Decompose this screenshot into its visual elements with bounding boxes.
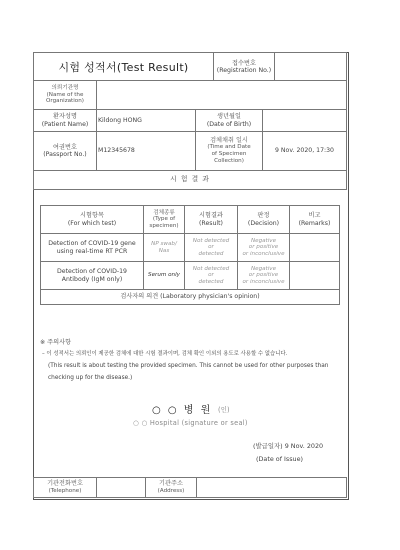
col-item-header-en: (For which test): [67, 219, 117, 227]
row1-decision-line-2: or positive: [248, 244, 279, 251]
collect-label-ko: 검체채취 일시: [210, 136, 248, 144]
issue-date: (발급일자) 9 Nov. 2020: [253, 442, 324, 450]
passport-label: [33, 131, 97, 171]
addr-label-ko: 기관주소: [159, 479, 183, 487]
addr-value-cell: [196, 477, 347, 498]
org-value-cell: [96, 80, 347, 110]
row1-specimen: [143, 233, 185, 262]
org-label-ko: 의뢰기관명: [51, 85, 79, 92]
col-remarks-header-ko: 비고: [308, 212, 321, 220]
registration-value-cell: [274, 52, 347, 81]
registration-label-ko: 접수번호: [232, 59, 256, 67]
patient-label: [33, 109, 97, 132]
row1-decision: [237, 233, 290, 262]
issue-date-label: (Date of Issue): [256, 455, 304, 463]
row1-specimen-line-1: NP swab/: [151, 240, 177, 247]
row2-result: [184, 261, 238, 290]
row2-result-line-3: detected: [198, 278, 224, 285]
row1-remarks-cell: [289, 233, 340, 262]
passport-label-ko: 여권번호: [53, 143, 77, 151]
dob-value-cell: [262, 109, 347, 132]
col-specimen-header-en-1: (Type of: [152, 216, 176, 223]
row2-decision: [237, 261, 290, 290]
tel-label: [33, 477, 97, 498]
col-decision-header-ko: 판정: [257, 212, 270, 220]
org-label-en-1: (Name of the: [46, 91, 84, 98]
collect-label-en-1: (Time and Date: [207, 144, 251, 151]
tel-label-ko: 기관전화번호: [47, 479, 83, 487]
hospital-signature-line: ○ ○ Hospital (signature or seal): [133, 419, 248, 427]
dob-label-en: (Date of Birth): [206, 120, 252, 128]
org-label-en-2: Organization): [46, 98, 84, 105]
row1-result-line-3: detected: [198, 250, 224, 257]
opinion-label: 검사자의 의견 (Laboratory physician's opinion): [120, 293, 260, 301]
hospital-seal-mark: (인): [218, 406, 230, 414]
col-remarks-header-en: (Remarks): [298, 219, 331, 227]
hospital-name-ko: ○ ○ 병 원: [152, 405, 213, 416]
addr-label-en: (Address): [157, 487, 185, 494]
collect-label-en-3: Collection): [214, 157, 244, 164]
passport-label-en: (Passport No.): [43, 151, 87, 158]
row2-result-line-1: Not detected: [192, 265, 230, 272]
row1-result: [184, 233, 238, 262]
row1-specimen-line-2: Nas: [158, 247, 170, 254]
col-result-header: [184, 205, 238, 234]
notice-en-1: (This result is about testing the provided specimen. This cannot be used for other purposes than: [48, 363, 329, 369]
row2-item: [40, 261, 144, 290]
addr-label: [145, 477, 197, 498]
patient-label-ko: 환자성명: [53, 113, 77, 121]
row2-result-line-2: or: [208, 272, 214, 279]
dob-label-ko: 생년월일: [217, 113, 241, 121]
notice-ko: – 이 성적서는 의뢰인이 제공한 검체에 대한 시험 결과이며, 검체 확인 이외의 용도로 사용할 수 없습니다.: [42, 351, 288, 357]
row2-remarks-cell: [289, 261, 340, 290]
notice-title: ※ 주의사항: [40, 339, 72, 346]
registration-label: [213, 53, 275, 81]
col-specimen-header-en-2: specimen): [149, 222, 179, 229]
registration-label-en: (Registration No.): [216, 67, 272, 74]
row2-item-line-1: Detection of COVID-19: [57, 268, 127, 276]
row1-result-line-2: or: [208, 244, 214, 251]
col-remarks-header: [289, 205, 340, 234]
col-decision-header-en: (Decision): [247, 219, 280, 227]
page-title: 시험 성적서(Test Result): [58, 60, 189, 74]
row2-decision-line-1: Negative: [250, 265, 277, 272]
collect-value: 9 Nov. 2020, 17:30: [275, 147, 334, 155]
row2-specimen: Serum only: [148, 272, 180, 279]
col-result-header-en: (Result): [199, 219, 223, 227]
row1-decision-line-1: Negative: [250, 237, 277, 244]
tel-label-en: (Telephone): [48, 487, 82, 494]
row1-item-line-2: using real-time RT PCR: [56, 247, 128, 255]
dob-label: [195, 109, 263, 132]
collect-label-en-2: of Specimen: [211, 151, 247, 157]
row1-decision-line-3: or inconclusive: [242, 250, 285, 257]
hospital-name: [152, 401, 212, 416]
patient-label-en: (Patient Name): [41, 120, 89, 128]
row1-item-line-1: Detection of COVID-19 gene: [48, 240, 136, 248]
notice-en-2: checking up for the disease.): [48, 375, 133, 381]
row1-result-line-1: Not detected: [192, 237, 230, 244]
passport-value: M12345678: [98, 147, 135, 155]
row2-decision-line-3: or inconclusive: [242, 278, 285, 285]
col-item-header-ko: 시험항목: [80, 212, 104, 220]
col-item-header: [40, 205, 144, 234]
tel-value-cell: [96, 477, 146, 498]
results-heading: 시 험 결 과: [170, 175, 210, 184]
col-specimen-header: [143, 205, 185, 234]
collect-label: [195, 131, 263, 171]
row2-decision-line-2: or positive: [248, 272, 279, 279]
col-decision-header: [237, 205, 290, 234]
org-label: [33, 80, 97, 110]
col-specimen-header-ko: 검체종류: [153, 209, 175, 216]
row1-item: [40, 233, 144, 262]
patient-name-value: Kildong HONG: [98, 116, 142, 124]
row2-item-line-2: Antibody (IgM only): [61, 275, 123, 283]
col-result-header-ko: 시험결과: [199, 212, 223, 220]
